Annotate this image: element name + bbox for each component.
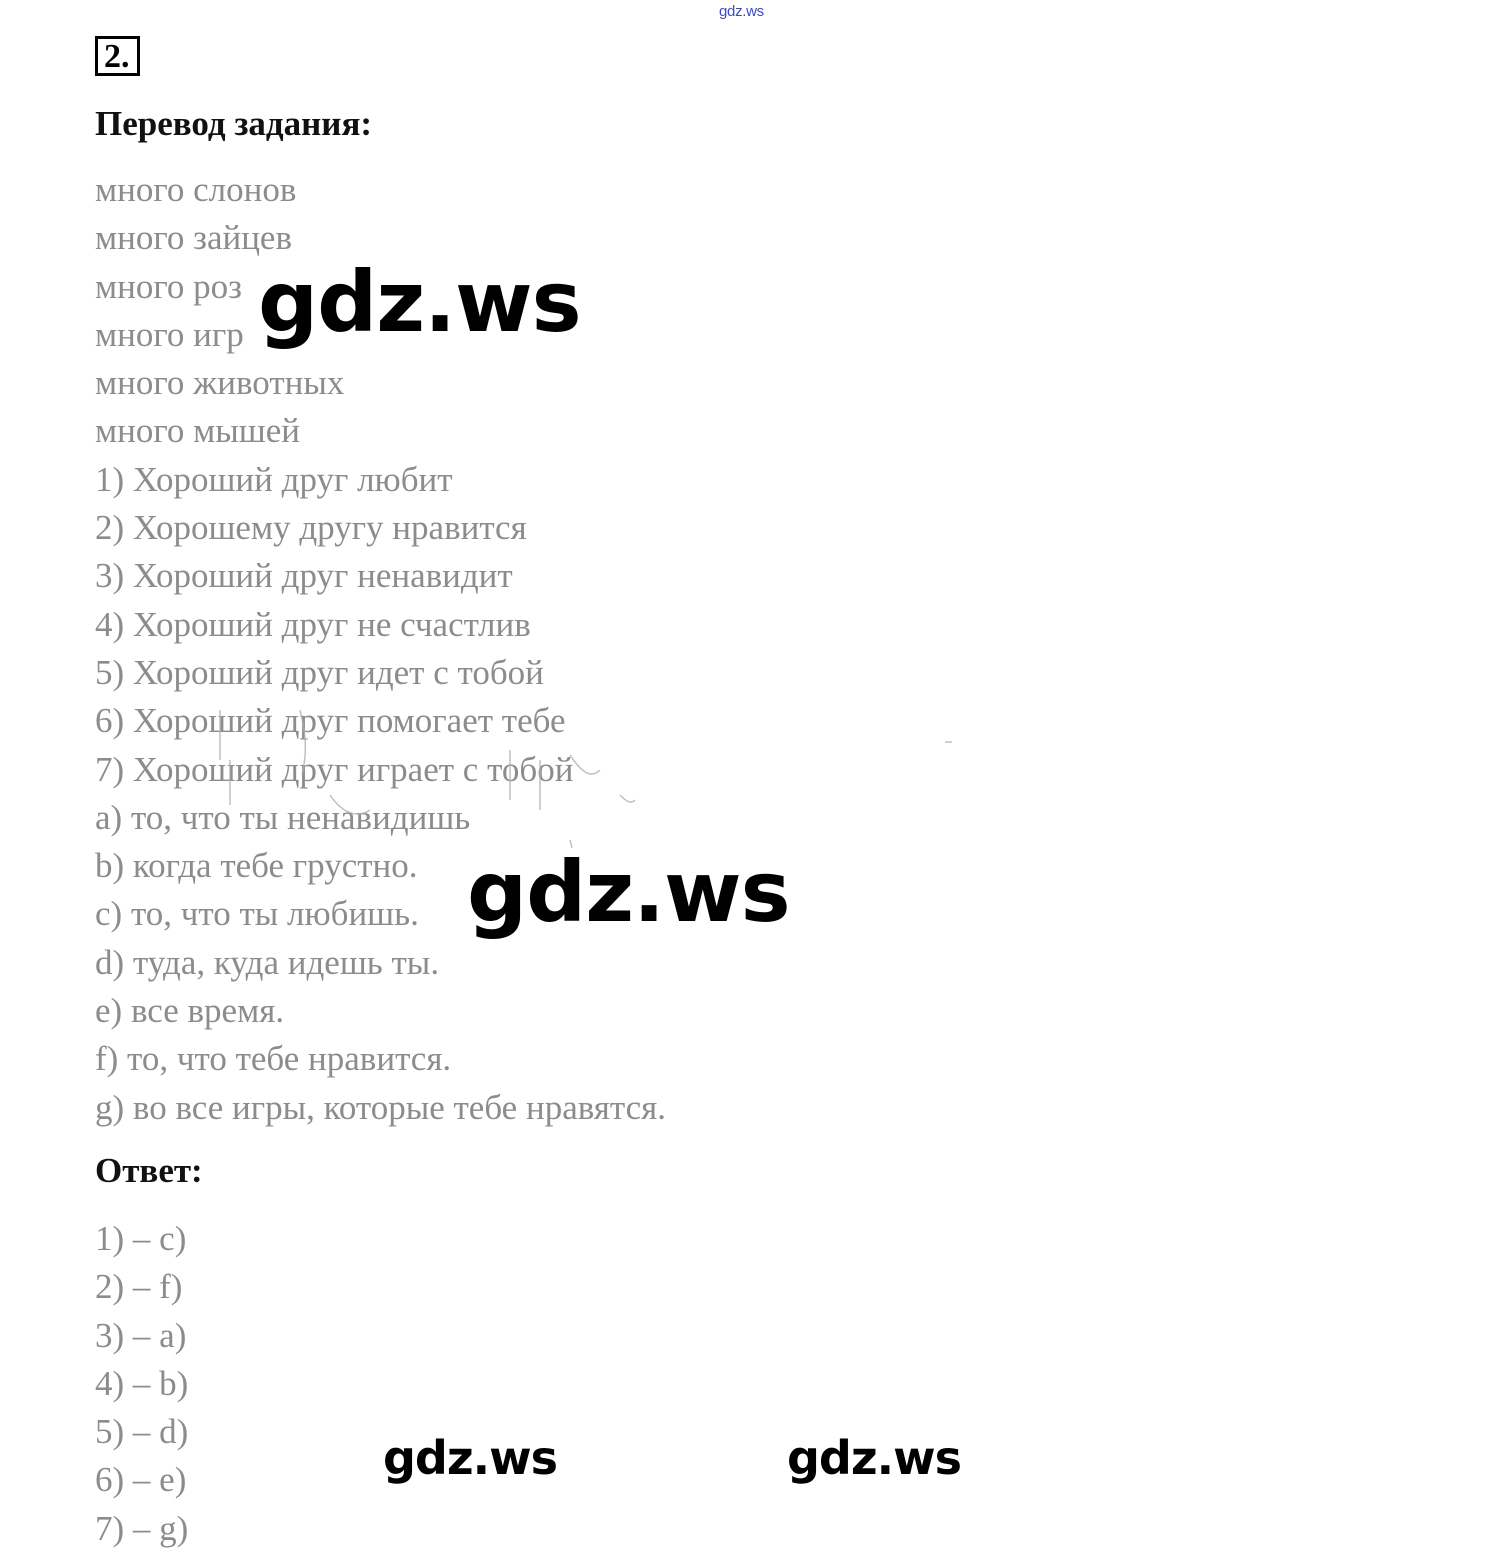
watermark-small: gdz.ws xyxy=(383,1431,557,1485)
answer-line: 3) – a) xyxy=(95,1315,187,1355)
answer-line: 4) – b) xyxy=(95,1363,189,1403)
top-watermark-link[interactable]: gdz.ws xyxy=(719,3,764,20)
answer-line: 6) – e) xyxy=(95,1460,187,1500)
translation-line: a) то, что ты ненавидишь xyxy=(95,797,471,837)
answer-heading: Ответ: xyxy=(95,1151,203,1190)
answer-list xyxy=(95,1215,188,1553)
translation-line: 3) Хороший друг ненавидит xyxy=(95,556,513,596)
translation-line: много игр xyxy=(95,314,244,354)
translation-line: 4) Хороший друг не счастлив xyxy=(95,604,531,644)
watermark-large: gdz.ws xyxy=(258,253,581,351)
translation-heading: Перевод задания: xyxy=(95,104,373,143)
answer-line: 7) – g) xyxy=(95,1508,189,1548)
translation-line: c) то, что ты любишь. xyxy=(95,894,419,934)
answer-line: 2) – f) xyxy=(95,1267,183,1307)
translation-line: b) когда тебе грустно. xyxy=(95,846,418,886)
translation-line: много животных xyxy=(95,363,345,403)
translation-line: много мышей xyxy=(95,411,300,451)
watermark-small: gdz.ws xyxy=(787,1431,961,1485)
translation-line: g) во все игры, которые тебе нравятся. xyxy=(95,1087,667,1127)
answer-line: 1) – c) xyxy=(95,1219,187,1258)
translation-line: 5) Хороший друг идет с тобой xyxy=(95,652,544,692)
translation-line: d) туда, куда идешь ты. xyxy=(95,942,440,982)
translation-line: 1) Хороший друг любит xyxy=(95,459,453,499)
translation-line: f) то, что тебе нравится. xyxy=(95,1039,452,1079)
watermark-large: gdz.ws xyxy=(467,843,790,941)
translation-line: много слонов xyxy=(95,170,297,209)
translation-line: много роз xyxy=(95,266,242,306)
answer-line: 5) – d) xyxy=(95,1412,189,1452)
translation-line: e) все время. xyxy=(95,991,285,1031)
translation-line: много зайцев xyxy=(95,218,292,258)
translation-line: 2) Хорошему другу нравится xyxy=(95,508,527,548)
translation-line: 6) Хороший друг помогает тебе xyxy=(95,701,566,741)
task-number-box: 2. xyxy=(95,36,140,76)
translation-line: 7) Хороший друг играет с тобой xyxy=(95,749,574,789)
